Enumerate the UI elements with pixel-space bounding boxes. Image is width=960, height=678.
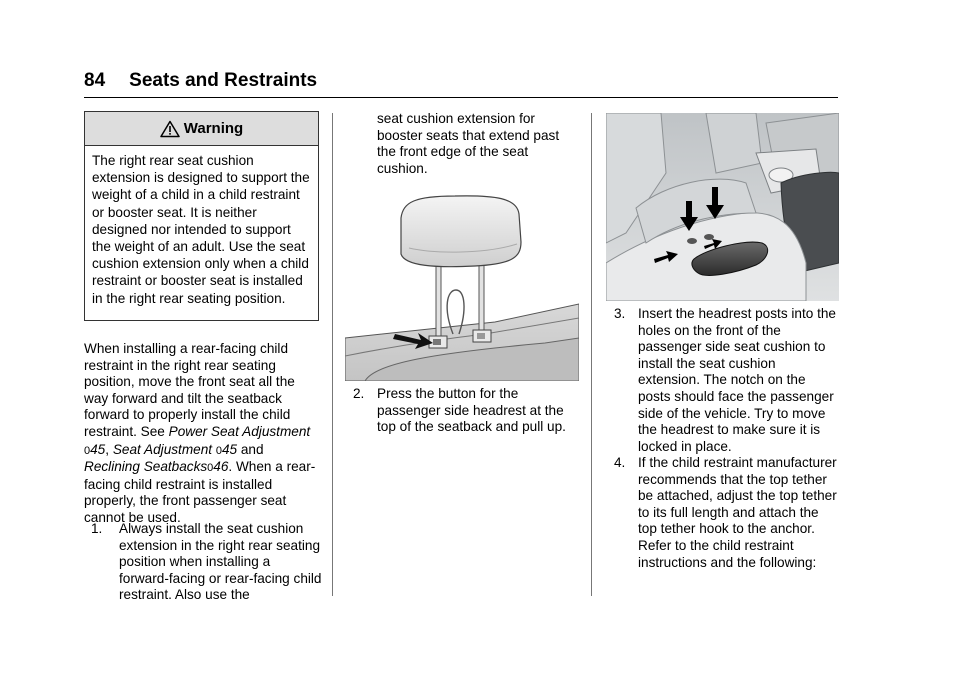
warning-box [84, 111, 319, 321]
step-text: Insert the headrest posts into the holes on the front of the passenger side seat cushion to install the seat cushion extension. The notch on the posts should face the passenger side of the vehicle. Try to move the headrest to make sure it is locked in place. [638, 306, 836, 454]
section-title: Seats and Restraints [129, 70, 318, 91]
step-number: 1. [91, 521, 103, 536]
step-text: If the child restraint manufacturer recommends that the top tether be attached, adjust the top tether to its full length and attach the top tether hook to the anchor. Refer to the child restraint instructions and the following: [638, 455, 837, 570]
page-header [84, 70, 317, 92]
cross-reference-page[interactable]: 46 [213, 459, 229, 475]
ref-separator: , [105, 441, 113, 457]
page-ref-symbol: 0 [215, 444, 222, 457]
column-divider [591, 113, 592, 596]
step-2 [353, 386, 579, 436]
step-number: 2. [353, 386, 365, 401]
cross-reference-page[interactable]: 45 [221, 441, 238, 457]
column-divider [332, 113, 333, 596]
cross-reference[interactable]: Power Seat Adjustment [168, 423, 311, 439]
step-1-continued [377, 111, 579, 177]
headrest-figure [345, 188, 579, 381]
warning-text: The right rear seat cushion extension is designed to support the weight of a child in a child restraint or booster seat. It is neither designed nor intended to support the weight of an adult. Use the seat cushion extension only when a child restraint or booster seat is installed in the right rear seating position. [92, 153, 310, 306]
step-number: 3. [614, 306, 626, 321]
intro-text: . When a rear-facing child restraint is installed properly, the front passenger seat cannot be used. [84, 459, 316, 525]
page-number: 84 [84, 70, 106, 91]
step-text: seat cushion extension for booster seats that extend past the front edge of the seat cushion. [377, 111, 560, 176]
step-text: Always install the seat cushion extension in the right rear seating position when installing a forward-facing or rear-facing child restraint. Also use the [119, 521, 322, 603]
step-4 [614, 455, 840, 571]
intro-paragraph [84, 341, 320, 527]
warning-header [85, 112, 318, 146]
intro-text: When installing a rear-facing child restraint in the right rear seating position, move the front seat all the way forward and tilt the seatback forward to properly install the child restraint. See [84, 341, 295, 439]
warning-title: Warning [183, 120, 244, 137]
cross-reference[interactable]: Reclining Seatbacks [84, 459, 208, 475]
header-rule [84, 97, 838, 98]
warning-triangle-icon [160, 120, 180, 138]
seat-cushion-figure [606, 113, 839, 301]
ref-separator: and [237, 441, 264, 457]
page-ref-symbol: 0 [207, 462, 214, 475]
step-number: 4. [614, 455, 626, 470]
step-3 [614, 306, 840, 455]
step-1 [91, 521, 323, 604]
page-ref-symbol: 0 [84, 444, 91, 457]
step-text: Press the button for the passenger side headrest at the top of the seatback and pull up. [377, 386, 566, 435]
cross-reference-page[interactable]: 45 [90, 441, 106, 457]
cross-reference[interactable]: Seat Adjustment [112, 441, 213, 457]
